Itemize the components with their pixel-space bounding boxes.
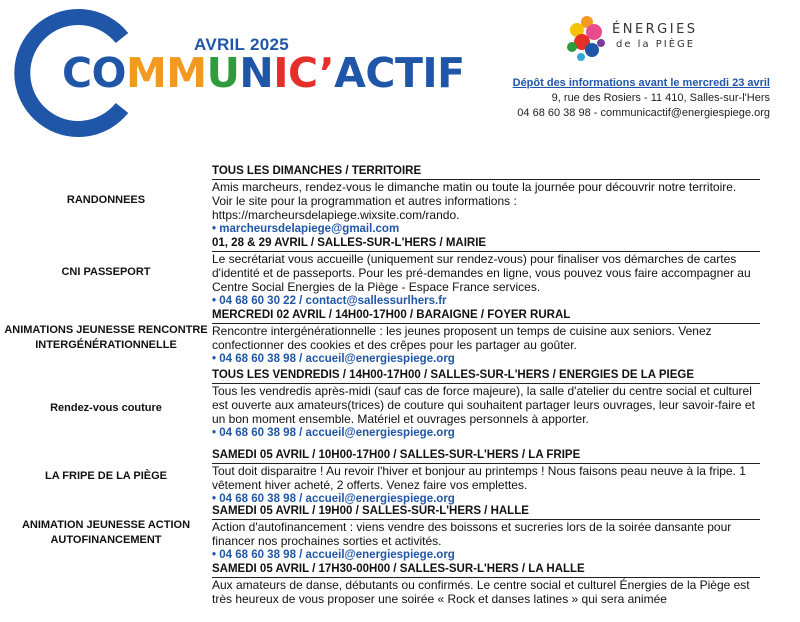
- event-description: Amis marcheurs, rendez-vous le dimanche matin ou toute la journée pour découvrir notre territoire. Voir le site pour la programmation et autres informations : https://marcheursdelapiege.wixsite.com/rando.: [212, 180, 737, 222]
- deadline-notice[interactable]: Dépôt des informations avant le mercredi 23 avril: [512, 77, 770, 89]
- event-contact-link[interactable]: • 04 68 60 38 98 / accueil@energiespiege.org: [212, 493, 455, 505]
- page-header: [0, 0, 800, 150]
- title-part: ACTIF: [334, 49, 465, 97]
- energies-logo-icon: [563, 12, 613, 64]
- event-contact-link[interactable]: • 04 68 60 38 98 / accueil@energiespiege.org: [212, 549, 455, 561]
- title-part: MM: [125, 49, 207, 97]
- event-row: [0, 562, 800, 622]
- event-row: [0, 308, 800, 368]
- contact-block: [513, 76, 770, 121]
- event-row: [0, 164, 800, 236]
- event-category: LA FRIPE DE LA PIÈGE: [44, 469, 168, 482]
- event-contact-link[interactable]: • marcheursdelapiege@gmail.com: [212, 223, 400, 235]
- title-part: C: [62, 49, 92, 97]
- event-description: Tout doit disparaitre ! Au revoir l'hiver et bonjour au printemps ! Nous faisons peau neuve à la fripe. 1 vêtement hiver acheté, 2 offerts. Venez faire vos emplettes.: [212, 464, 746, 492]
- title-part: C: [287, 49, 320, 97]
- event-body: [212, 368, 800, 448]
- event-description: Aux amateurs de danse, débutants ou confirmés. Le centre social et culturel Énergies de la Piège est très heureux de vous proposer une soirée « Rock et danses latines » qui sera animée: [212, 578, 750, 606]
- event-category: CNI PASSEPORT: [61, 265, 151, 278]
- event-header: SAMEDI 05 AVRIL / 17H30-00H00 / SALLES-SUR-L'HERS / LA HALLE: [212, 562, 760, 578]
- issue-month: AVRIL 2025: [194, 35, 289, 54]
- phone-email-line: 04 68 60 38 98 - communicactif@energiespiege.org: [517, 107, 770, 119]
- title-part: U: [206, 49, 240, 97]
- event-category: ANIMATION JEUNESSE ACTION AUTOFINANCEMENT: [21, 519, 191, 546]
- event-header: SAMEDI 05 AVRIL / 10H00-17H00 / SALLES-SUR-L'HERS / LA FRIPE: [212, 448, 760, 464]
- event-contact-link[interactable]: • 04 68 60 38 98 / accueil@energiespiege.org: [212, 427, 455, 439]
- event-description: Action d'autofinancement : viens vendre des boissons et sucreries lors de la soirée dansante pour financer nos prochaines sorties et activités.: [212, 520, 732, 548]
- event-body: [212, 236, 800, 308]
- event-category: Rendez-vous couture: [50, 401, 162, 414]
- event-header: TOUS LES DIMANCHES / TERRITOIRE: [212, 164, 760, 180]
- event-body: [212, 448, 800, 504]
- event-description: Tous les vendredis après-midi (sauf cas de force majeure), la salle d'atelier du centre social et culturel est ouverte aux amateurs(trices) de couture qui souhaitent partager leurs ouvrages, leur savoir-faire et un bon moment ensemble. Matériel et ouvrages personnels à apporter.: [212, 384, 755, 426]
- event-description: Le secrétariat vous accueille (uniquement sur rendez-vous) pour finaliser vos démarches de cartes d'identité et de passeports. Pour les pré-demandes en ligne, vous pouvez vous faire accompagner au Centre Social Energies de la Piège - Espace France services.: [212, 252, 751, 294]
- title-part: N: [239, 49, 274, 97]
- title-part: I: [273, 49, 288, 97]
- event-row: [0, 368, 800, 448]
- events-list: [0, 164, 800, 622]
- event-body: [212, 504, 800, 562]
- org-name-line2: de la PIÈGE: [616, 39, 696, 50]
- event-row: [0, 236, 800, 308]
- event-body: [212, 308, 800, 368]
- event-header: MERCREDI 02 AVRIL / 14H00-17H00 / BARAIGNE / FOYER RURAL: [212, 308, 760, 324]
- event-description: Rencontre intergénérationnelle : les jeunes proposent un temps de cuisine aux seniors. Venez confectionner des cookies et des crêpes pour les partager au goûter.: [212, 324, 712, 352]
- event-row: [0, 504, 800, 562]
- event-header: 01, 28 & 29 AVRIL / SALLES-SUR-L'HERS / MAIRIE: [212, 236, 760, 252]
- event-contact-link[interactable]: • 04 68 60 38 98 / accueil@energiespiege.org: [212, 353, 455, 365]
- address-line: 9, rue des Rosiers - 11 410, Salles-sur-l'Hers: [551, 92, 770, 104]
- event-category: ANIMATIONS JEUNESSE RENCONTRE INTERGÉNÉRATIONNELLE: [4, 324, 208, 351]
- event-body: [212, 164, 800, 236]
- event-header: SAMEDI 05 AVRIL / 19H00 / SALLES-SUR-L'HERS / HALLE: [212, 504, 760, 520]
- title-part: O: [91, 49, 126, 97]
- event-category: [0, 562, 212, 622]
- title-part: ’: [319, 49, 335, 97]
- event-body: [212, 562, 800, 622]
- newsletter-title: [62, 50, 465, 96]
- org-name-line1: ÉNERGIES: [612, 22, 698, 37]
- event-category: RANDONNEES: [66, 193, 146, 206]
- event-header: TOUS LES VENDREDIS / 14H00-17H00 / SALLES-SUR-L'HERS / ENERGIES DE LA PIEGE: [212, 368, 760, 384]
- event-contact-link[interactable]: • 04 68 60 30 22 / contact@sallessurlhers.fr: [212, 295, 447, 307]
- org-name: [612, 22, 698, 52]
- event-row: [0, 448, 800, 504]
